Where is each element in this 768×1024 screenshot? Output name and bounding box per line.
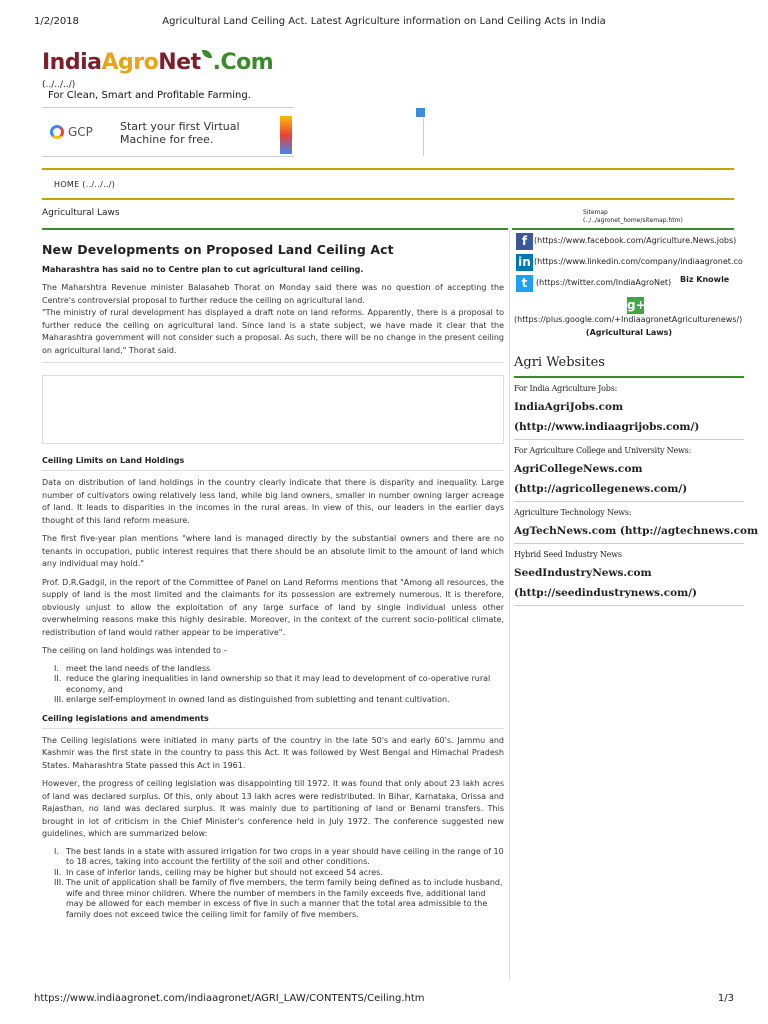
gplus-row[interactable] xyxy=(514,295,744,315)
list-item: I. The best lands in a state with assured irrigation for two crops in a year should have ceiling in the range of 10 to 18 acres, taking into account the fertility of the soil and other conditions. xyxy=(54,846,504,866)
agri-site-label: For Agriculture College and University News: xyxy=(514,446,692,455)
adchoices-icon[interactable] xyxy=(416,108,425,117)
article-paragraph: The first five-year plan mentions "where land is managed directly by the substantial owners and there are no tenants in occupation, public interest requires that there should be an absolute limit to the amount of land which any individual may hold." xyxy=(42,534,504,568)
tagline: For Clean, Smart and Profitable Farming. xyxy=(48,90,251,101)
logo-agro: Agro xyxy=(101,50,159,75)
agri-site-url[interactable]: (http://agricollegenews.com/) xyxy=(514,483,688,495)
section-heading: Ceiling legislations and amendments xyxy=(42,713,209,723)
gcp-ad[interactable] xyxy=(42,107,294,157)
linkedin-url: (https://www.linkedin.com/company/indiaagronet.co xyxy=(534,257,743,266)
gcp-logo-icon xyxy=(50,125,64,139)
agri-site[interactable] xyxy=(514,502,759,544)
print-page-title: Agricultural Land Ceiling Act. Latest Agriculture information on Land Ceiling Acts in India xyxy=(162,16,606,27)
logo-net: Net xyxy=(158,50,201,75)
agri-site[interactable] xyxy=(514,378,744,440)
list-item: III. enlarge self-employment in owned land as distinguished from subletting and tenant cultivation. xyxy=(54,695,450,704)
article-title: New Developments on Proposed Land Ceiling Act xyxy=(42,242,394,257)
sitemap-link[interactable] xyxy=(583,209,683,225)
list-guidelines xyxy=(42,847,504,921)
facebook-icon: f xyxy=(516,233,533,250)
print-url: https://www.indiaagronet.com/indiaagronet/AGRI_LAW/CONTENTS/Ceiling.htm xyxy=(34,993,425,1004)
logo-india: India xyxy=(42,50,102,75)
divider xyxy=(42,728,504,729)
twitter-link[interactable] xyxy=(514,274,744,295)
sidebar xyxy=(514,232,759,606)
article xyxy=(42,236,504,920)
logo-com: .Com xyxy=(212,50,274,75)
agri-site[interactable] xyxy=(514,544,744,606)
facebook-url: (https://www.facebook.com/Agriculture.News.jobs) xyxy=(534,236,737,245)
ad-divider xyxy=(423,118,424,156)
agri-site-name[interactable]: IndiaAgriJobs.com xyxy=(514,401,624,413)
article-paragraph: The Ceiling legislations were initiated in many parts of the country in the late 50's and early 60's. Jammu and Kashmir was the first state in the country to pass this Act. It was followed by West Bengal and Himachal Pradesh States. Maharashtra State passed this Act in 1961. xyxy=(42,735,504,770)
agri-site-name[interactable]: SeedIndustryNews.com xyxy=(514,567,652,579)
facebook-link[interactable] xyxy=(514,232,744,253)
list-item: II. reduce the glaring inequalities in land ownership so that it may lead to development of co-operative rural economy, and xyxy=(54,674,491,694)
list-item: III. The unit of application shall be family of five members, the term family being defined as to include husband, wife and three minor children. Where the number of members in the family exceeds five, additional land may be allowed for each member in excess of five in such a manner that the total area admissible to the family does not exceed twice the ceiling limit for family of five members. xyxy=(54,878,503,919)
divider xyxy=(42,362,504,363)
agri-site-name[interactable]: AgriCollegeNews.com xyxy=(514,463,643,475)
article-paragraph: However, the progress of ceiling legislation was disappointing till 1972. It was found that only about 23 lakh acres of land was declared surplus. Of this, only about 13 lakh acres were redistributed. In Bihar, Karnataka, Orissa and Rajasthan, no land was declared surplus. It was mainly due to partitioning of land or Benami transfers. This brought in lot of criticism in the Chief Minister's conference held in July 1972. The conference suggested new guidelines, which are summarized below: xyxy=(42,779,504,838)
list-item: I. meet the land needs of the landless xyxy=(54,663,211,673)
article-paragraph: The ceiling on land holdings was intended to – xyxy=(42,646,228,655)
section-bar xyxy=(42,200,508,230)
leaf-icon xyxy=(202,50,212,58)
article-paragraph: The Maharshtra Revenue minister Balasaheb Thorat on Monday said there was no question of accepting the Centre's controversial proposal to further reduce the ceiling on agricultural land. xyxy=(42,283,504,305)
agri-site-url[interactable]: (http://www.indiaagrijobs.com/) xyxy=(514,421,700,433)
linkedin-icon: in xyxy=(516,254,533,271)
section-heading: Ceiling Limits on Land Holdings xyxy=(42,456,185,465)
ad-slot xyxy=(42,375,504,444)
twitter-url: (https://twitter.com/IndiaAgroNet) xyxy=(536,278,672,287)
gplus-url[interactable]: (https://plus.google.com/+IndiaagronetAgriculturenews/) xyxy=(514,315,743,324)
agri-site-name[interactable]: AgTechNews.com (http://agtechnews.com xyxy=(514,525,759,537)
ad-brand: GCP xyxy=(68,125,93,139)
agri-site-label: For India Agriculture Jobs: xyxy=(514,384,618,393)
divider-top xyxy=(42,168,734,170)
sitemap-label: Sitemap xyxy=(583,209,608,216)
article-paragraph: Data on distribution of land holdings in the country clearly indicate that there is disparity and inequality. Large number of cultivators owing relatively less land, while big land owners, smaller in number owning larger acreage of land. It leads to disparities in the incomes in the rural areas. In view of this, our leaders in the earlier days thought of this land reform measure. xyxy=(42,478,504,525)
list-intentions xyxy=(42,664,504,706)
divider xyxy=(42,470,504,471)
article-subtitle: Maharashtra has said no to Centre plan to cut agricultural land ceiling. xyxy=(42,265,364,274)
ad-copy: Start your first Virtual Machine for free. xyxy=(120,120,240,146)
agri-site-label: Agriculture Technology News: xyxy=(514,508,632,517)
column-divider xyxy=(509,230,510,980)
print-date: 1/2/2018 xyxy=(34,16,79,27)
agri-site[interactable] xyxy=(514,440,744,502)
twitter-icon: t xyxy=(516,275,533,292)
section-label: Agricultural Laws xyxy=(42,208,120,218)
agri-site-label: Hybrid Seed Industry News xyxy=(514,550,622,559)
list-item: II. In case of inferior lands, ceiling may be higher but should not exceed 54 acres. xyxy=(54,867,383,877)
sidebar-top-rule xyxy=(512,228,734,230)
home-link-top[interactable]: (../../../) xyxy=(42,80,76,90)
sitemap-url: (../../agronet_home/sitemap.htm) xyxy=(583,217,683,224)
ad-graphic-icon xyxy=(280,116,292,154)
agri-websites-title: Agri Websites xyxy=(514,355,605,370)
article-paragraph: "The ministry of rural development has displayed a draft note on land reforms. Apparently, there is a proposal to further reduce the ceiling on agricultural land. Since land is a state subject, we have made it clear that the Maharashtra government will not consider such a proposal. As such, there will be no change in the present ceiling on agricultural land," Thorat said. xyxy=(42,308,504,355)
page-number: 1/3 xyxy=(717,993,734,1004)
agri-site-url[interactable]: (http://seedindustrynews.com/) xyxy=(514,587,698,599)
biz-knowledge-link[interactable]: Biz Knowle xyxy=(680,275,730,284)
agricultural-laws-link[interactable]: (Agricultural Laws) xyxy=(585,328,673,337)
linkedin-link[interactable] xyxy=(514,253,744,274)
nav-home-link[interactable]: HOME (../../../) xyxy=(54,180,116,189)
google-plus-icon: g+ xyxy=(627,298,646,312)
article-paragraph: Prof. D.R.Gadgil, in the report of the Committee of Panel on Land Reforms mentions that "Among all resources, the supply of land is the most limited and the claimants for its possession are extremely numerous. It is therefore, obviously unjust to allow the exploitation of any large surface of land by single individual unless other overwhelming reasons make this highly desirable. Moreover, in the context of the current socio-political climate, redistribution of land would rather appear to be imperative". xyxy=(42,577,504,637)
site-logo[interactable] xyxy=(42,50,273,78)
